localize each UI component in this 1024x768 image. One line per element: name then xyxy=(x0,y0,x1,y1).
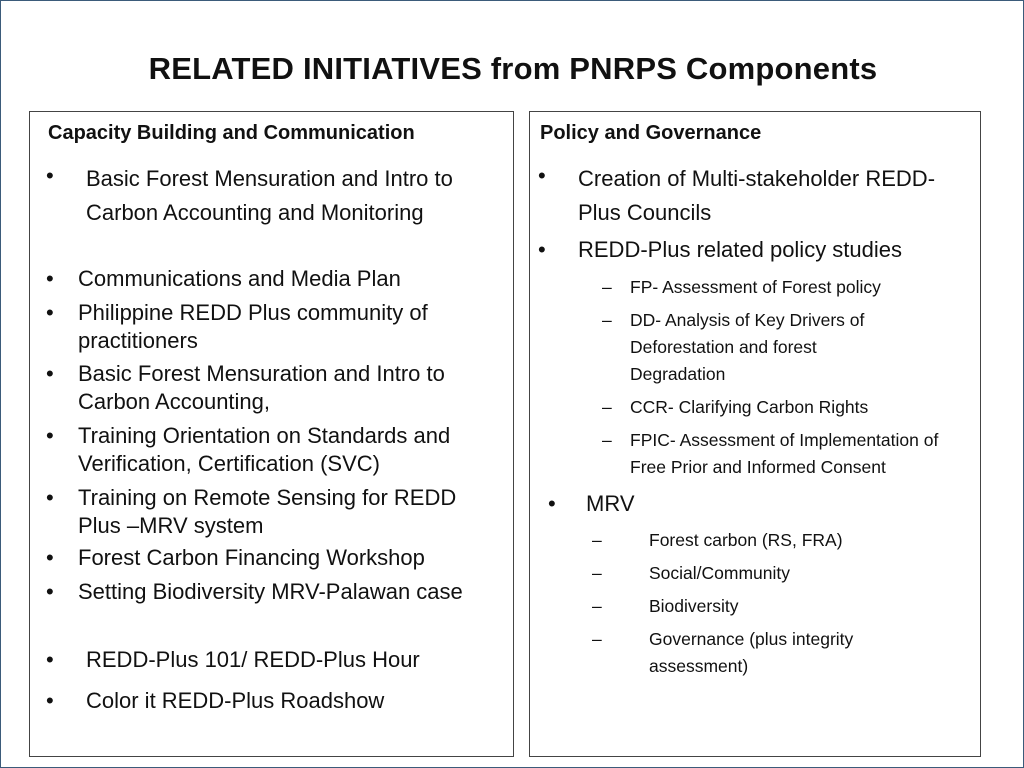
sub-list-item: – Forest carbon (RS, FRA) xyxy=(592,527,972,554)
bullet-icon: • xyxy=(46,423,54,448)
bullet-icon: • xyxy=(46,485,54,510)
bullet-icon: • xyxy=(46,361,54,386)
dash-icon: – xyxy=(592,563,602,583)
sub-list-item: – CCR- Clarifying Carbon Rights xyxy=(602,394,972,421)
panel-heading: Capacity Building and Communication xyxy=(48,122,415,144)
policy-governance-panel xyxy=(529,111,981,757)
list-item: • Training on Remote Sensing for REDD Plus –MRV system xyxy=(46,485,457,538)
bullet-icon: • xyxy=(46,545,54,570)
list-item: • REDD-Plus 101/ REDD-Plus Hour xyxy=(46,647,420,672)
list-item: • Color it REDD-Plus Roadshow xyxy=(46,688,385,713)
bullet-icon: • xyxy=(46,688,54,713)
list-item: • Setting Biodiversity MRV-Palawan case xyxy=(46,579,463,604)
list-item: • REDD-Plus related policy studies xyxy=(538,237,903,262)
capacity-building-panel xyxy=(29,111,514,757)
bullet-icon: • xyxy=(46,647,54,672)
bullet-icon: • xyxy=(46,579,54,604)
dash-icon: – xyxy=(592,596,602,616)
dash-icon: – xyxy=(592,629,602,649)
slide-title: RELATED INITIATIVES from PNRPS Components xyxy=(148,51,878,86)
dash-icon: – xyxy=(602,277,612,297)
list-item: • Training Orientation on Standards and Verification, Certification (SVC) xyxy=(46,423,451,476)
list-item: • Philippine REDD Plus community of practitioners xyxy=(46,300,428,353)
dash-icon: – xyxy=(602,397,612,417)
sub-list-item: – FPIC- Assessment of Implementation of Free Prior and Informed Consent xyxy=(602,427,972,481)
list-item: • Creation of Multi-stakeholder REDD-Plus Councils xyxy=(538,163,936,225)
bullet-icon: • xyxy=(46,163,54,188)
dash-icon: – xyxy=(602,430,612,450)
list-item: • Basic Forest Mensuration and Intro to Carbon Accounting and Monitoring xyxy=(46,163,453,225)
list-item: • Forest Carbon Financing Workshop xyxy=(46,545,425,570)
sub-list-item: – DD- Analysis of Key Drivers of Deforestation and forest Degradation xyxy=(602,307,902,388)
sub-list-item: – Biodiversity xyxy=(592,593,972,620)
dash-icon: – xyxy=(592,530,602,550)
bullet-icon: • xyxy=(46,300,54,325)
list-item: • Communications and Media Plan xyxy=(46,266,401,291)
bullet-icon: • xyxy=(538,237,546,262)
bullet-icon: • xyxy=(538,163,546,188)
panel-heading: Policy and Governance xyxy=(540,122,762,144)
sub-list-item: – FP- Assessment of Forest policy xyxy=(602,274,972,301)
list-item: • Basic Forest Mensuration and Intro to Carbon Accounting, xyxy=(46,361,445,414)
sub-list-item: – Governance (plus integrity assessment) xyxy=(592,626,892,680)
list-item-mrv: • MRV xyxy=(548,491,635,516)
sub-list-item: – Social/Community xyxy=(592,560,972,587)
bullet-icon: • xyxy=(548,491,556,516)
bullet-icon: • xyxy=(46,266,54,291)
dash-icon: – xyxy=(602,310,612,330)
